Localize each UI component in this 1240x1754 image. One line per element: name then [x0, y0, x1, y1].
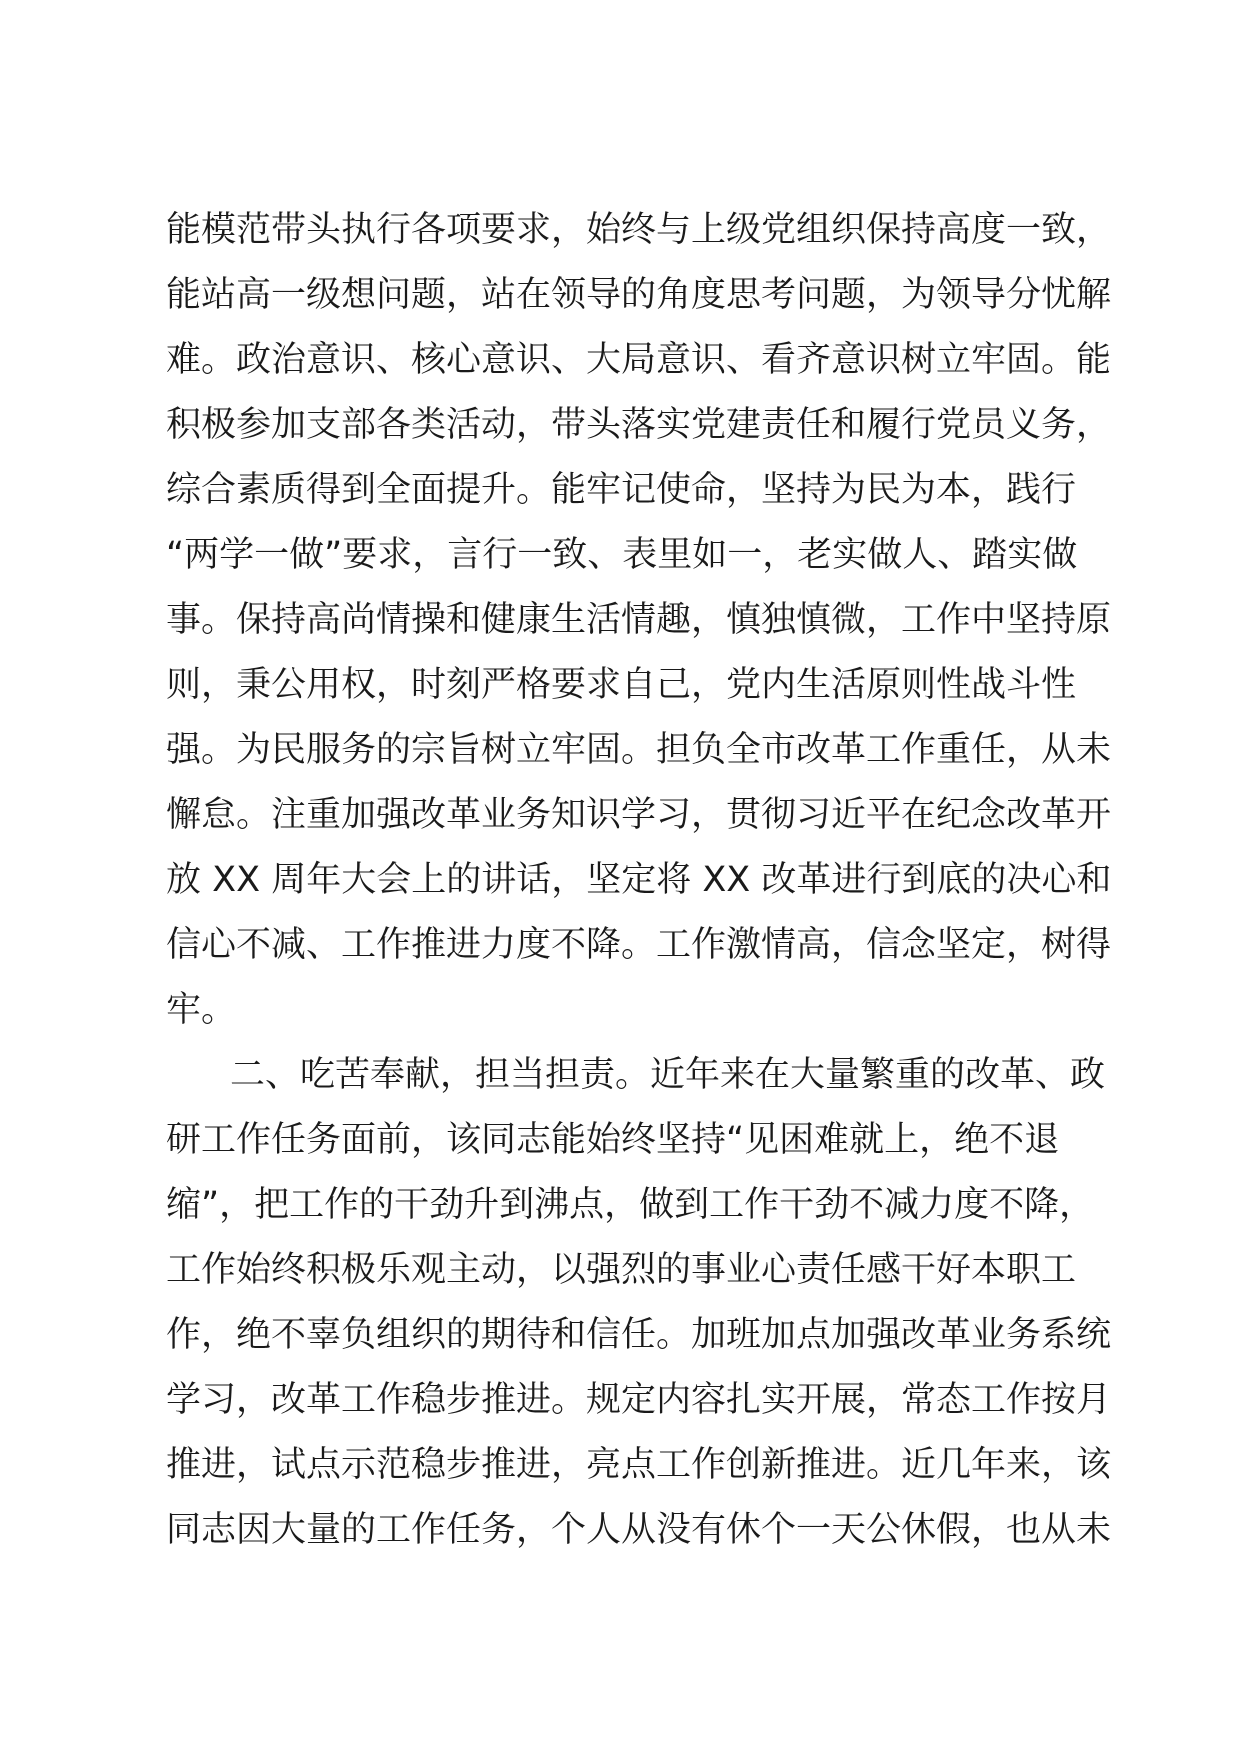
text-line: 学习，改革工作稳步推进。规定内容扎实开展，常态工作按月	[166, 1380, 1112, 1420]
text-line: 工作始终积极乐观主动，以强烈的事业心责任感干好本职工	[166, 1250, 1077, 1290]
document-body	[166, 198, 1112, 1563]
text-line: 作，绝不辜负组织的期待和信任。加班加点加强改革业务系统	[166, 1315, 1112, 1355]
text-line: 信心不减、工作推进力度不降。工作激情高，信念坚定，树得	[166, 925, 1112, 965]
text-line: 能站高一级想问题，站在领导的角度思考问题，为领导分忧解	[166, 275, 1112, 315]
text-line: 事。保持高尚情操和健康生活情趣，慎独慎微，工作中坚持原	[166, 600, 1112, 640]
paragraph-start-line: 二、吃苦奉献，担当担责。近年来在大量繁重的改革、政	[230, 1055, 1106, 1095]
text-line: 研工作任务面前，该同志能始终坚持“见困难就上，绝不退	[166, 1120, 1060, 1160]
text-line: 牢。	[166, 990, 237, 1030]
text-line: “两学一做”要求，言行一致、表里如一，老实做人、踏实做	[166, 535, 1078, 575]
text-line: 能模范带头执行各项要求，始终与上级党组织保持高度一致，	[166, 210, 1112, 250]
text-line: 懈怠。注重加强改革业务知识学习，贯彻习近平在纪念改革开	[166, 795, 1112, 835]
text-line: 同志因大量的工作任务，个人从没有休个一天公休假，也从未	[166, 1510, 1112, 1550]
text-line: 积极参加支部各类活动，带头落实党建责任和履行党员义务，	[166, 405, 1112, 445]
text-line: 强。为民服务的宗旨树立牢固。担负全市改革工作重任，从未	[166, 730, 1112, 770]
text-line: 缩”，把工作的干劲升到沸点，做到工作干劲不减力度不降，	[166, 1185, 1095, 1225]
text-line: 综合素质得到全面提升。能牢记使命，坚持为民为本，践行	[166, 470, 1077, 510]
text-line: 则，秉公用权，时刻严格要求自己，党内生活原则性战斗性	[166, 665, 1077, 705]
text-line: 放 XX 周年大会上的讲话，坚定将 XX 改革进行到底的决心和	[166, 860, 1112, 900]
text-line: 推进，试点示范稳步推进，亮点工作创新推进。近几年来，该	[166, 1445, 1112, 1485]
text-line: 难。政治意识、核心意识、大局意识、看齐意识树立牢固。能	[166, 340, 1112, 380]
